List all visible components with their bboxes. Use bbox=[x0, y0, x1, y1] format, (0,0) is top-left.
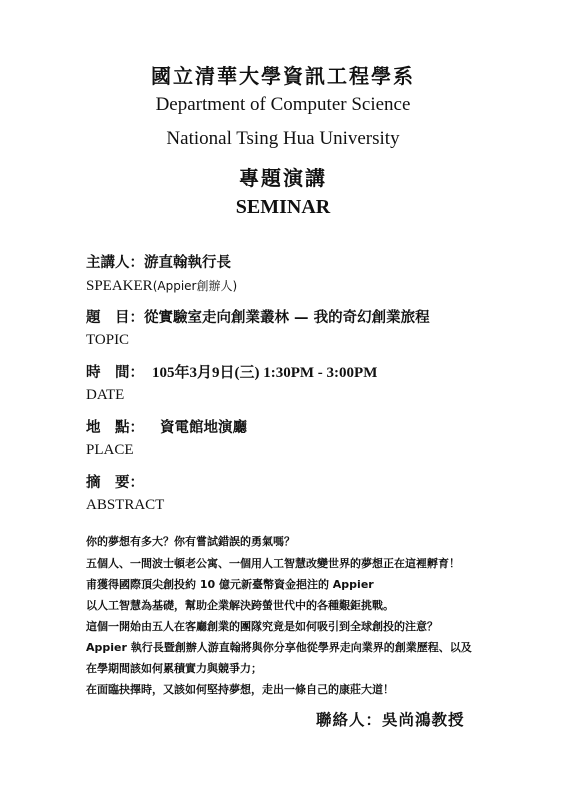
header-univ-en: National Tsing Hua University bbox=[166, 128, 400, 149]
abstract-line: Appier 執行長暨創辦人游直翰將與你分享他從學界走向業界的創業歷程、以及 bbox=[86, 641, 472, 654]
abstract-line: 你的夢想有多大？你有嘗試錯誤的勇氣嗎？ bbox=[86, 535, 295, 548]
header-talk-en: SEMINAR bbox=[235, 196, 331, 218]
abstract-row: 摘 要： bbox=[86, 474, 144, 491]
abstract-line: 甫獲得國際頂尖創投約 10 億元新臺幣資金挹注的 Appier bbox=[86, 578, 374, 591]
time-value: 105年3月9日(三) 1:30PM - 3:00PM bbox=[152, 365, 378, 381]
place-value: 資電館地演廳 bbox=[160, 419, 247, 436]
speaker-en-label: SPEAKER bbox=[86, 278, 153, 294]
time-label: 時 間： bbox=[86, 364, 144, 381]
header-talk-cn: 專題演講 bbox=[239, 166, 327, 190]
abstract-line: 這個一開始由五人在客廳創業的團隊究竟是如何吸引到全球創投的注意？ bbox=[86, 620, 438, 633]
abstract-line: 五個人、一間波士頓老公寓、一個用人工智慧改變世界的夢想正在這裡孵育！ bbox=[86, 557, 460, 570]
header-dept-en: Department of Computer Science bbox=[155, 94, 411, 115]
speaker-label: 主講人： bbox=[86, 254, 144, 271]
place-row bbox=[86, 416, 247, 437]
date-en-row: DATE bbox=[86, 387, 125, 403]
time-row bbox=[86, 361, 377, 382]
topic-value: 從實驗室走向創業叢林 — 我的奇幻創業旅程 bbox=[144, 309, 430, 326]
topic-label: 題 目： bbox=[86, 309, 144, 326]
header-dept-cn: 國立清華大學資訊工程學系 bbox=[151, 64, 415, 88]
abstract-line: 在面臨抉擇時，又該如何堅持夢想，走出一條自己的康莊大道！ bbox=[86, 683, 394, 696]
abstract-en-row: ABSTRACT bbox=[86, 497, 165, 513]
topic-en-row: TOPIC bbox=[86, 332, 130, 348]
place-label: 地 點： bbox=[86, 419, 144, 436]
speaker-row bbox=[86, 251, 231, 272]
speaker-en-row bbox=[86, 277, 237, 295]
abstract-line: 在學期間該如何累積實力與競爭力； bbox=[86, 662, 262, 675]
speaker-note: (Appier創辦人) bbox=[152, 279, 238, 293]
speaker-name: 游直翰執行長 bbox=[144, 254, 231, 271]
abstract-line: 以人工智慧為基礎，幫助企業解決跨螢世代中的各種艱鉅挑戰。 bbox=[86, 599, 394, 612]
contact: 聯絡人：吳尚鴻教授 bbox=[316, 710, 465, 729]
place-en-row: PLACE bbox=[86, 442, 134, 458]
topic-row bbox=[86, 306, 430, 327]
